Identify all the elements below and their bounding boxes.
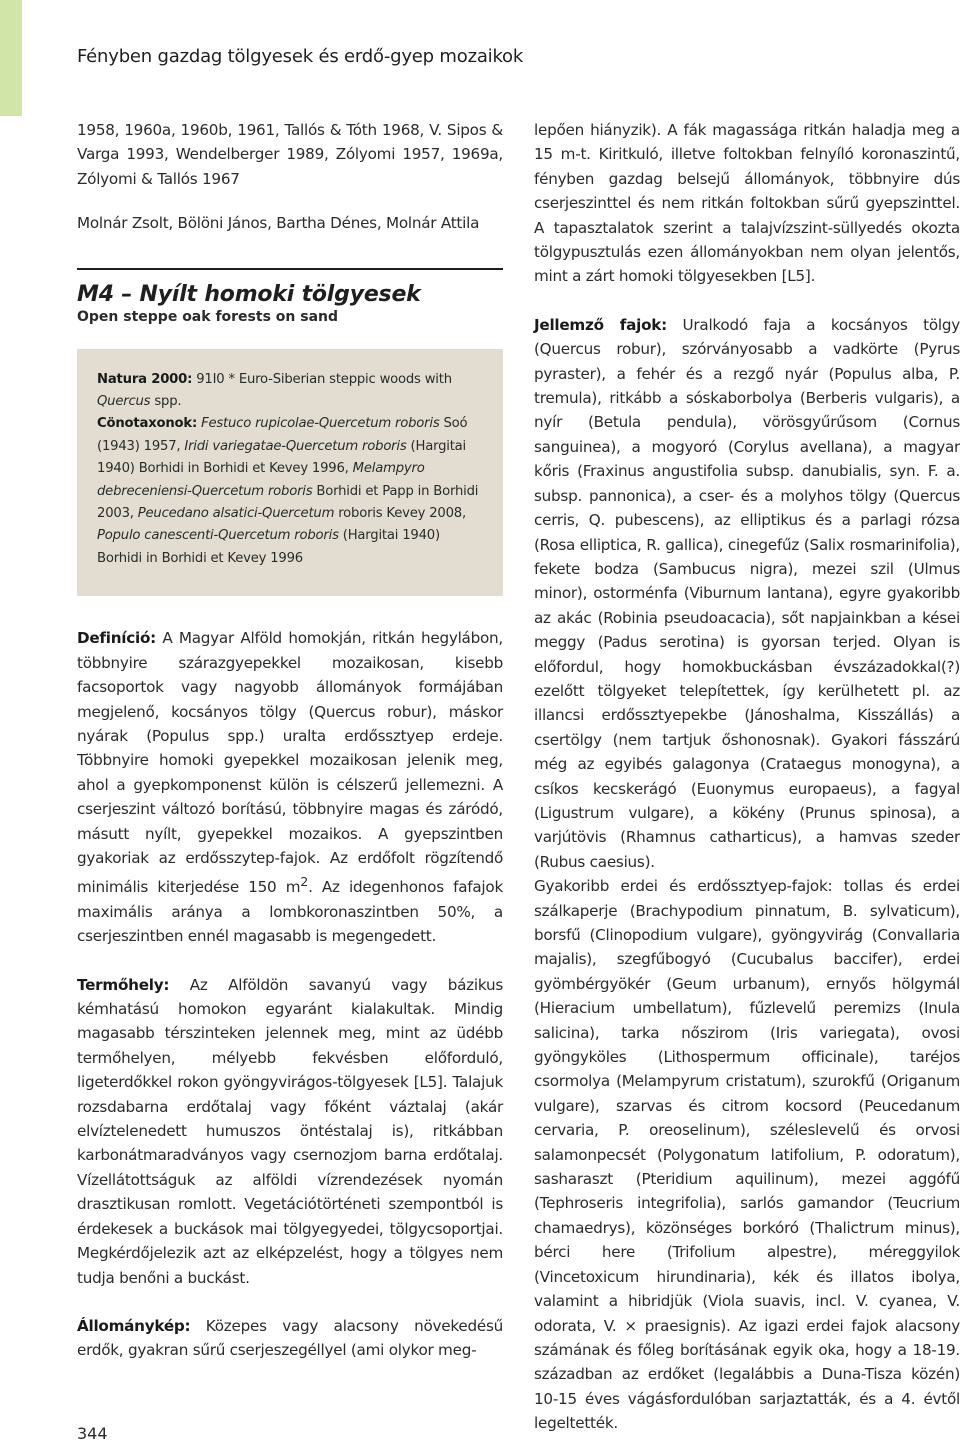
forest-species-paragraph: Gyakoribb erdei és erdőssztyep-fajok: tollas és erdei szálkaperje (Brachypodium pinnatum, B. sylvaticum), borsfű (Clinopodium vulgare), gyöngyvirág (Convallaria majalis), szegfűbogyó (Cucubalus baccifer), erdei gyömbérgyökér (Geum urbanum), ernyős hölgymál (Hieracium umbellatum), fűzlevelű peremizs (Inula salicina), tarka nőszirom (Iris variegata), ovosi gyöngyköles (Lithospermum officinale), taréjos csormolya (Melampyrum cristatum), szurokfű (Origanum vulgare), szarvas és citrom kocsord (Peucedanum cervaria, P. oreoselinum), széleslevelű és orvosi salamonpecsét (Polygonatum latifolium, P. odoratum), sasharaszt (Pteridium aquilinum), mezei aggófű (Tephroseris integrifolia), sarlós gamandor (Teucrium chamaedrys), közönséges borkóró (Thalictrum minus), bérci here (Trifolium alpestre), méreggyilok (Vincetoxicum hirundinaria), kék és illatos ibolya, valamint a hibridjük (Viola suavis, incl. V. cyanea, V. odorata, V. × praesignis). Az igazi erdei fajok alacsony számának és főleg borításának egyik oka, hogy a 18-19. században az erdőket (legalábbis a Duna-Tisza közén) 10-15 éves vágásfordulóban sarjaztatták, és a 4. évtől legeltették. xyxy=(534,877,960,1433)
habitat-label: Termőhely: xyxy=(77,975,170,994)
classification-box xyxy=(77,349,503,597)
habitat-text: Az Alföldön savanyú vagy bázikus kémhatású homokon egyaránt kialakultak. Mindig magasabb térszinteken jelennek meg, mint az üdébb termőhelyen, mélyebb fekvésben előforduló, ligeterdőkkel rokon gyöngyvirágos-tölgyesek [L5]. Talajuk rozsdabarna erdőtalaj vagy főként váztalaj (akár elvíztelenedett humuszos öntéstalaj is), ritkábban karbonátmaradványos vagy csernozjom barna erdőtalaj. Vízellátottságuk az alföldi vízrendezések nyomán drasztikusan romlott. Vegetációtörténeti szempontból is érdekesek a buckások mai tölgyegyedei, tölgycsoportjai. Megkérdőjelezik azt az elképzelést, hogy a tölgyes nem tudja benőni a buckást. xyxy=(77,975,503,1287)
cenotaxon-3: Melampyro debreceniensi-Quercetum roboris xyxy=(97,461,425,499)
running-header: Fényben gazdag tölgyesek és erdő-gyep mozaikok xyxy=(77,46,524,67)
page-number: 344 xyxy=(77,1424,108,1443)
species-text: Uralkodó faja a kocsányos tölgy (Quercus robur), szórványosabb a vadkörte (Pyrus pyraster), a fehér és a rezgő nyár (Populus alba, P. tremula), ritkább a sóskaborbolya (Berberis vulgaris), a nyír (Betula pendula), vörösgyűrűsom (Cornus sanguinea), a mogyoró (Corylus avellana), a magyar kőris (Fraxinus angustifolia subsp. danubialis, syn. F. a. subsp. pannonica), a cser- és a molyhos tölgy (Quercus cerris, Q. pubescens), az elliptikus és a parlagi rózsa (Rosa elliptica, R. gallica), cinegefűz (Salix rosmarinifolia), fekete bodza (Sambucus nigra), mezei szil (Ulmus minor), ostorménfa (Viburnum lantana), egyre gyakoribb az akác (Robinia pseudoacacia), sőt napjainkban a kései meggy (Padus serotina) is gyorsan terjed. Olyan is előfordul, hogy homokbuckásban évszázadokkal(?) ezelőtt tölgyeket telepítettek, így kerülhetett pl. az illancsi erdőssztyepekbe (Jánoshalma, Kisszállás) a csertölgy (nem tartjuk őshonosnak). Gyakori fásszárú még az egyibés galagonya (Crataegus monogyna), a csíkos kecskerágó (Euonymus europaeus), a fagyal (Ligustrum vulgare), a kökény (Prunus spinosa), a varjútövis (Rhamnus catharticus), a hamvas szeder (Rubus caesius). xyxy=(534,315,960,871)
left-column xyxy=(77,118,503,1363)
species-paragraph xyxy=(534,313,960,874)
cenotaxon-5-author: (Hargitai 1940) Borhidi in Borhidi et Kevey 1996 xyxy=(97,528,440,566)
definition-superscript: 2 xyxy=(300,874,309,890)
authors: Molnár Zsolt, Bölöni János, Bartha Dénes, Molnár Attila xyxy=(77,214,480,233)
section-color-tab xyxy=(0,0,22,116)
cenotaxon-4: Peucedano alsatici-Quercetum xyxy=(137,506,335,522)
stand-text: Közepes vagy alacsony növekedésű erdők, gyakran sűrű cserjeszegéllyel (ami olykor meg- xyxy=(77,1316,503,1360)
cenotaxon-4-author: roboris Kevey 2008, xyxy=(334,506,466,522)
natura-label: Natura 2000: xyxy=(97,371,193,387)
definition-text: A Magyar Alföld homokján, ritkán hegylábon, többnyire szárazgyepekkel mozaikosan, kisebb facsoportok vagy nagyobb állományok formájában megjelenő, kocsányos tölgy (Quercus robur), máskor nyárak (Populus spp.) uralta erdőssztyep erdeje. Többnyire homoki gyepekkel mozaikosan jelenik meg, ahol a gyepkomponenst külön is célszerű jellemezni. A cserjeszint változó borítású, többnyire magas és záródó, másutt nyílt, gyepekkel mozaikos. A gyepszintben gyakoriak az erdősszytep-fajok. Az erdőfolt rögzítendő minimális kiterjedése 150 m xyxy=(77,629,503,897)
natura-tail: spp. xyxy=(150,394,182,410)
definition-paragraph xyxy=(77,626,503,948)
cenotaxon-2-author: (Hargitai 1940) Borhidi in Borhidi et Kevey 1996, xyxy=(97,438,467,477)
right-column xyxy=(534,118,960,1436)
cenotaxon-5: Populo canescenti-Quercetum roboris xyxy=(97,528,339,544)
definition-tail: . Az idegenhonos fafajok maximális aránya a lombkoronaszintben 50%, a cserjeszintben ennél magasabb is megengedett. xyxy=(77,878,503,946)
natura-text: 91I0 * Euro-Siberian steppic woods with xyxy=(192,371,452,387)
stand-paragraph xyxy=(77,1314,503,1363)
cenotaxon-1-author: Soó (1943) 1957, xyxy=(97,416,468,454)
cenotaxa-entry xyxy=(97,413,483,570)
definition-label: Definíció: xyxy=(77,629,156,648)
cenotaxon-1: Festuco rupicolae-Quercetum roboris xyxy=(201,416,440,432)
species-label: Jellemző fajok: xyxy=(534,315,667,334)
natura-2000-entry xyxy=(97,369,483,414)
cenotaxa-label: Cönotaxonok: xyxy=(97,416,198,432)
section-rule xyxy=(77,268,503,270)
references-text: 1958, 1960a, 1960b, 1961, Tallós & Tóth 1968, V. Sipos & Varga 1993, Wendelberger 1989, Zólyomi 1957, 1969a, Zólyomi & Tallós 1967 xyxy=(77,121,503,188)
natura-genus: Quercus xyxy=(97,394,151,410)
stand-label: Állománykép: xyxy=(77,1316,191,1335)
section-title: M4 – Nyílt homoki tölgyesek xyxy=(77,281,421,307)
section-subtitle: Open steppe oak forests on sand xyxy=(77,308,339,325)
cenotaxon-2: Iridi variegatae-Quercetum roboris xyxy=(184,438,407,454)
cenotaxon-3-author: Borhidi et Papp in Borhidi 2003, xyxy=(97,483,479,522)
habitat-paragraph xyxy=(77,973,503,1290)
stand-continuation: lepően hiányzik). A fák magassága ritkán haladja meg a 15 m-t. Kiritkuló, illetve foltokban felnyíló koronaszintű, fényben gazdag belsejű állományok, többnyire dús cserjeszinttel és nem ritkán foltokban sűrű gyepszinttel. A tapasztalatok szerint a talajvízszint-süllyedés okozta tölgypusztulás ezen állományokban nem olyan jelentős, mint a zárt homoki tölgyesekben [L5]. xyxy=(534,121,960,286)
